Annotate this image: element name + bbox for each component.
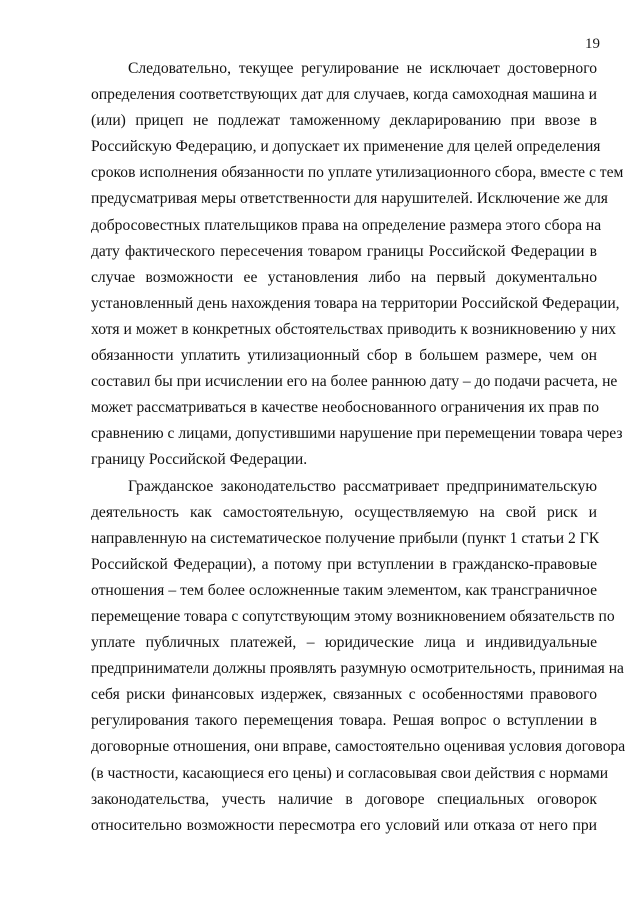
text-line: составил бы при исчислении его на более раннюю дату – до подачи расчета, не	[91, 373, 618, 391]
text-line: определения соответствующих дат для случаев, когда самоходная машина и	[91, 86, 597, 104]
text-line: перемещение товара с сопутствующим этому возникновением обязательств по	[91, 607, 615, 625]
text-line: законодательства, учесть наличие в договоре специальных оговорок	[91, 790, 597, 808]
text-line: установленный день нахождения товара на территории Российской Федерации,	[91, 294, 620, 312]
text-line: деятельность как самостоятельную, осуществляемую на свой риск и	[91, 503, 597, 521]
text-line: добросовестных плательщиков права на определение размера этого сбора на	[91, 216, 602, 234]
text-line: Российскую Федерацию, и допускает их применение для целей определения	[91, 138, 601, 156]
text-line: Следовательно, текущее регулирование не исключает достоверного	[128, 60, 597, 77]
paragraph	[91, 474, 626, 839]
text-line: хотя и может в конкретных обстоятельствах приводить к возникновению у них	[91, 320, 616, 338]
text-line: (или) прицеп не подлежат таможенному декларированию при ввозе в	[91, 112, 597, 130]
text-line: сроков исполнения обязанности по уплате утилизационного сбора, вместе с тем	[91, 164, 624, 182]
text-line: себя риски финансовых издержек, связанных с особенностями правового	[91, 686, 597, 704]
text-line: случае возможности ее установления либо на первый документально	[91, 268, 597, 286]
text-line: предусматривая меры ответственности для нарушителей. Исключение же для	[91, 190, 608, 208]
text-line: сравнению с лицами, допустившими нарушение при перемещении товара через	[91, 425, 623, 443]
text-line: может рассматриваться в качестве необоснованного ограничения их прав по	[91, 399, 600, 417]
text-line: регулирования такого перемещения товара. Решая вопрос о вступлении в	[91, 712, 597, 730]
text-line: предприниматели должны проявлять разумную осмотрительность, принимая на	[91, 660, 624, 678]
text-line: уплате публичных платежей, – юридические лица и индивидуальные	[91, 634, 597, 652]
paragraph	[91, 56, 624, 474]
text-line: дату фактического пересечения товаром границы Российской Федерации в	[91, 242, 597, 260]
text-line: договорные отношения, они вправе, самостоятельно оценивая условия договора	[91, 738, 626, 756]
page-number: 19	[585, 36, 600, 52]
text-line: относительно возможности пересмотра его условий или отказа от него при	[91, 816, 597, 834]
text-line: обязанности уплатить утилизационный сбор в большем размере, чем он	[91, 347, 597, 365]
text-line: направленную на систематическое получение прибыли (пункт 1 статьи 2 ГК	[91, 529, 600, 547]
text-line: (в частности, касающиеся его цены) и согласовывая свои действия с нормами	[91, 764, 609, 782]
text-line: Российской Федерации), а потому при вступлении в гражданско-правовые	[91, 555, 597, 573]
text-line: границу Российской Федерации.	[91, 451, 308, 469]
body-text	[91, 56, 626, 839]
text-line: Гражданское законодательство рассматривает предпринимательскую	[128, 477, 597, 495]
text-line: отношения – тем более осложненные таким элементом, как трансграничное	[91, 581, 597, 599]
